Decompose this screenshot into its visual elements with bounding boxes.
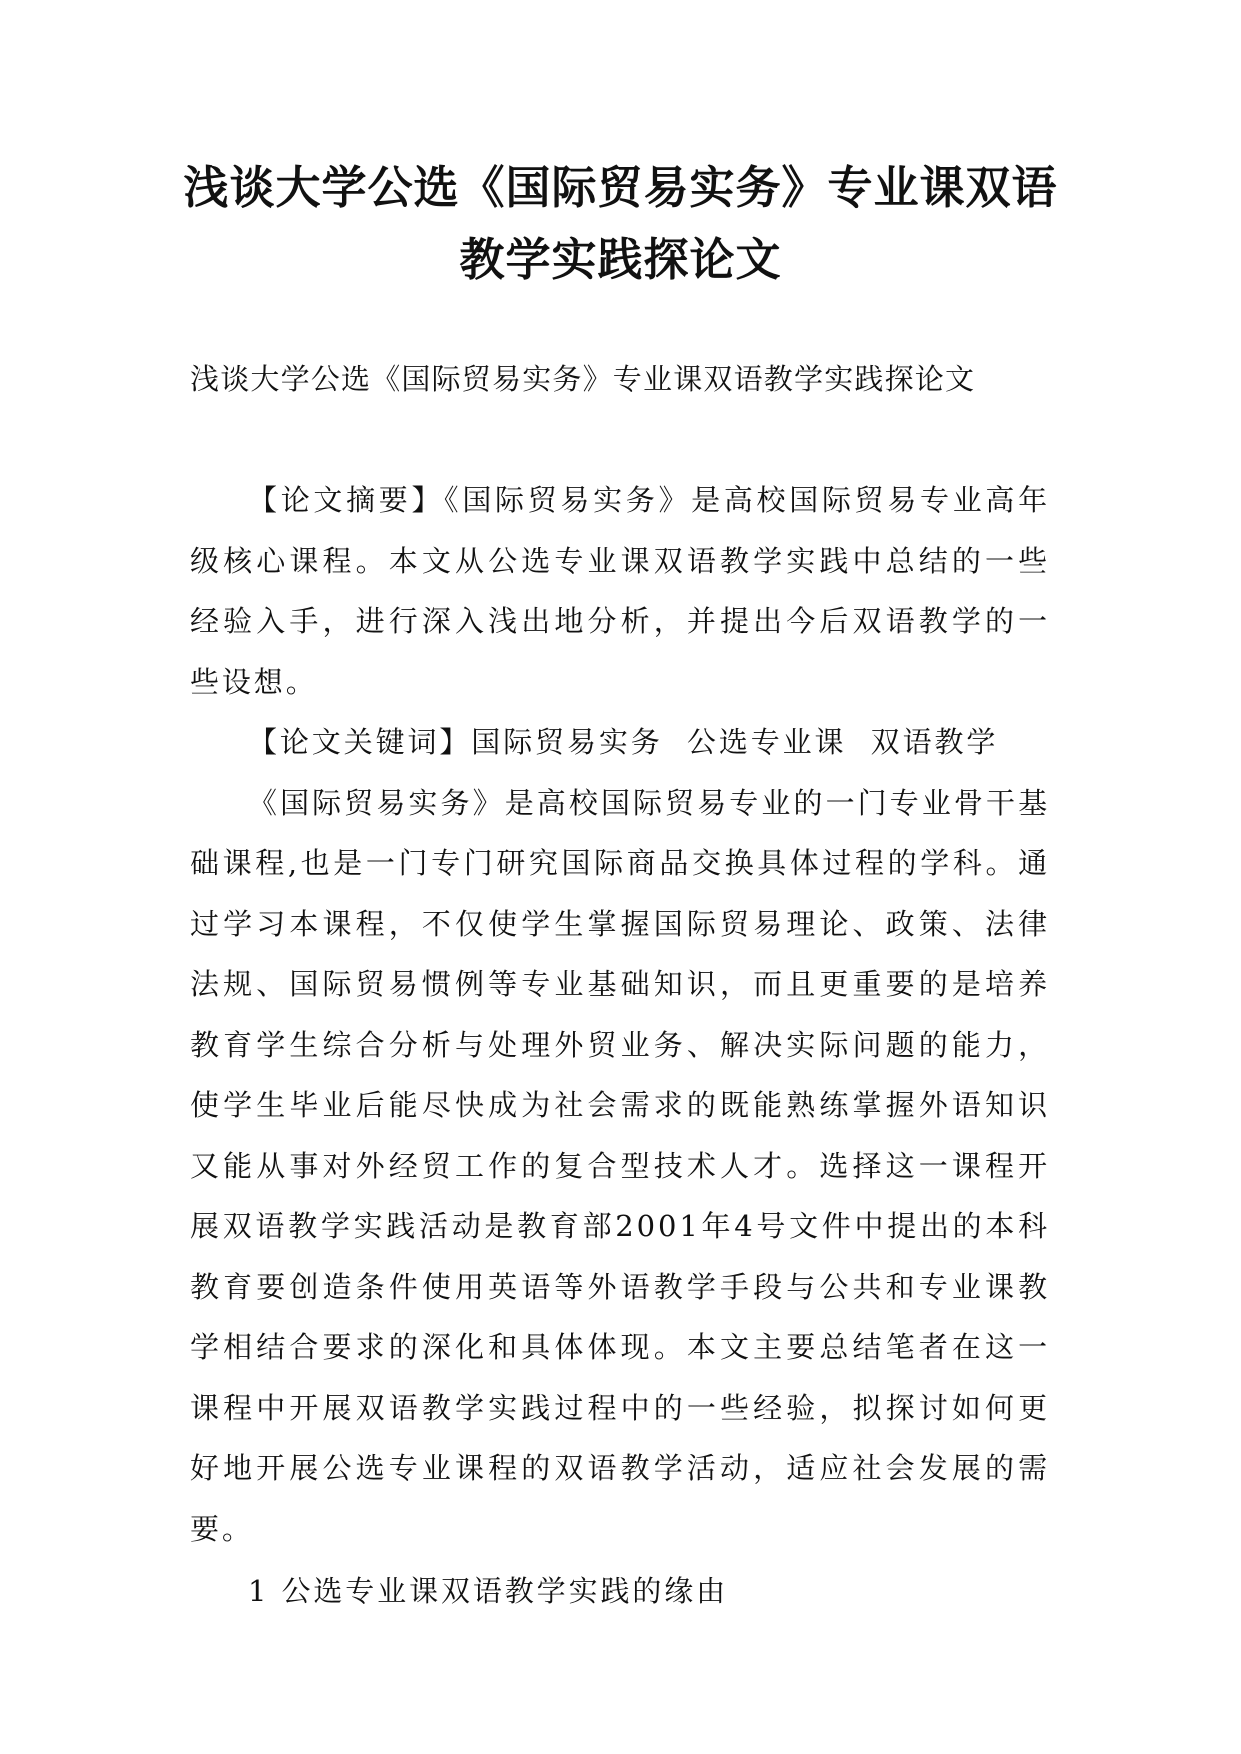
document-body: [190, 470, 1050, 1622]
document-title-line-1: 浅谈大学公选《国际贸易实务》专业课双语: [183, 161, 1058, 214]
document-title: [150, 152, 1091, 296]
keywords-paragraph: 【论文关键词】国际贸易实务 公选专业课 双语教学: [248, 725, 999, 759]
document-title-line-2: 教学实践探论文: [459, 233, 782, 286]
document-subtitle: 浅谈大学公选《国际贸易实务》专业课双语教学实践探论文: [190, 362, 976, 396]
intro-paragraph: 《国际贸易实务》是高校国际贸易专业的一门专业骨干基础课程,也是一门专门研究国际商品交换具体过程的学科。通过学习本课程，不仅使学生掌握国际贸易理论、政策、法律法规、国际贸易惯例等专业基础知识，而且更重要的是培养教育学生综合分析与处理外贸业务、解决实际问题的能力，使学生毕业后能尽快成为社会需求的既能熟练掌握外语知识又能从事对外经贸工作的复合型技术人才。选择这一课程开展双语教学实践活动是教育部2001年4号文件中提出的本科教育要创造条件使用英语等外语教学手段与公共和专业课教学相结合要求的深化和具体体现。本文主要总结笔者在这一课程中开展双语教学实践过程中的一些经验，拟探讨如何更好地开展公选专业课程的双语教学活动，适应社会发展的需要。: [190, 785, 1050, 1546]
section-1-heading: 1 公选专业课双语教学实践的缘由: [248, 1574, 729, 1608]
abstract-paragraph: 【论文摘要】《国际贸易实务》是高校国际贸易专业高年级核心课程。本文从公选专业课双语教学实践中总结的一些经验入手，进行深入浅出地分析，并提出今后双语教学的一些设想。: [190, 483, 1050, 699]
